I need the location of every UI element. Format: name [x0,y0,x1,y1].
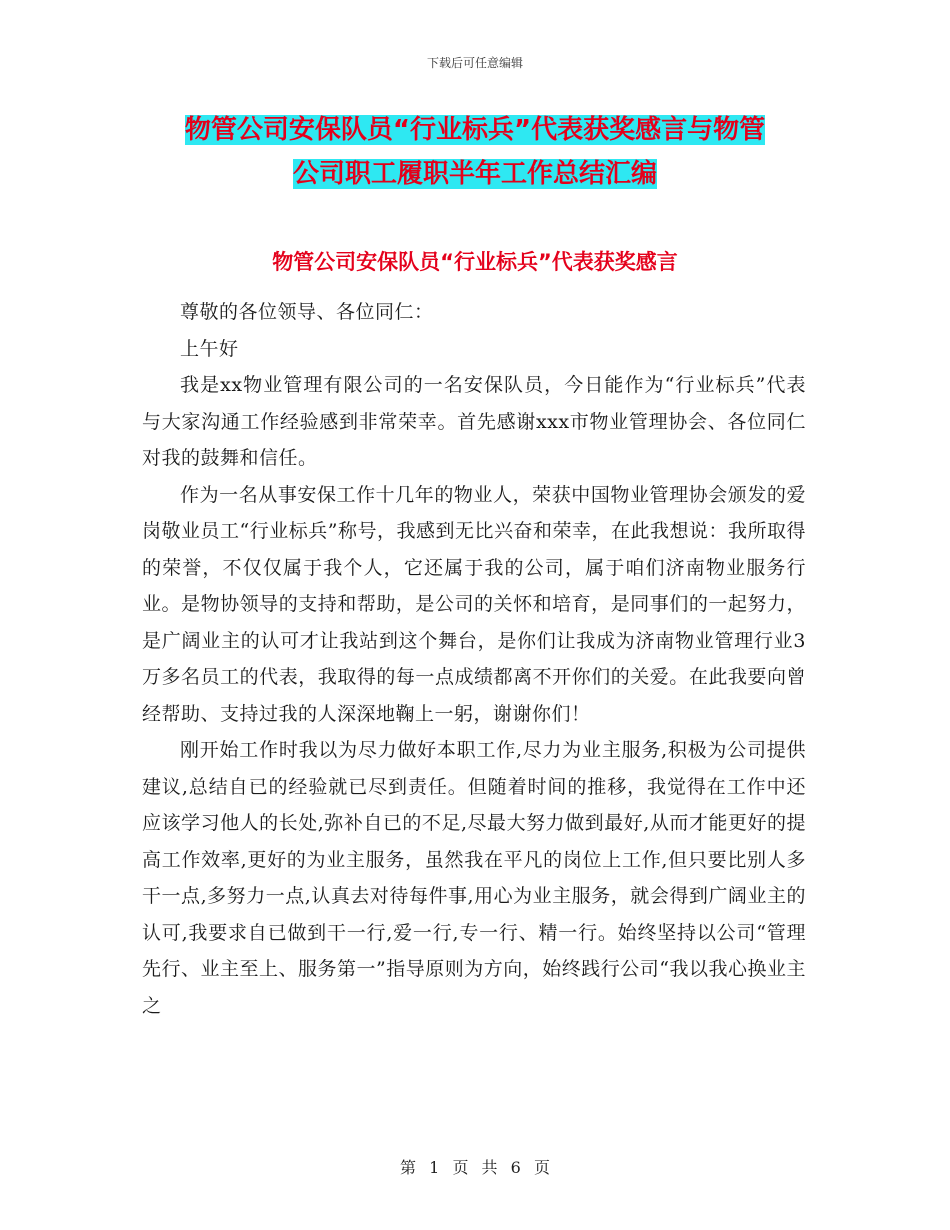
footer-label-ye-2: 页 [533,1158,550,1177]
footer-label-page: 第 [400,1158,417,1177]
page-footer [0,1155,950,1178]
document-title-line-1: 物管公司安保队员“行业标兵”代表获奖感言与物管 [184,115,766,145]
total-pages: 6 [510,1158,521,1177]
paragraph-greeting: 上午好 [180,337,239,360]
paragraph: 刚开始工作时我以为尽力做好本职工作,尽力为业主服务,积极为公司提供建议,总结自已的经验就已尽到责任。但随着时间的推移，我觉得在工作中还应该学习他人的长处,弥补自已的不足,尽最大努力做到最好,从而才能更好的提高工作效率,更好的为业主服务，虽然我在平凡的岗位上工作,但只要比别人多干一点,多努力一点,认真去对待每件事,用心为业主服务，就会得到广阔业主的认可,我要求自已做到干一行,爱一行,专一行、精一行。始终坚持以公司“管理先行、业主至上、服务第一”指导原则为方向，始终践行公司“我以我心换业主之 [142,739,806,1017]
footer-label-ye: 页 [452,1158,469,1177]
section-title: 物管公司安保队员“行业标兵”代表获奖感言 [272,250,678,274]
header-note: 下载后可任意编辑 [426,56,523,70]
page-number: 1 [429,1158,440,1177]
document-body [142,294,806,1024]
paragraph-salutation: 尊敬的各位领导、各位同仁： [180,301,434,323]
footer-label-total: 共 [481,1158,498,1177]
document-title-line-2: 公司职工履职半年工作总结汇编 [292,159,657,189]
paragraph: 我是xx物业管理有限公司的一名安保队员，今日能作为“行业标兵”代表与大家沟通工作经验感到非常荣幸。首先感谢xxx市物业管理协会、各位同仁对我的鼓舞和信任。 [142,374,806,469]
document-title [140,108,810,196]
paragraph: 作为一名从事安保工作十几年的物业人，荣获中国物业管理协会颁发的爱岗敬业员工“行业标兵”称号，我感到无比兴奋和荣幸，在此我想说：我所取得的荣誉，不仅仅属于我个人，它还属于我的公司，属于咱们济南物业服务行业。是物协领导的支持和帮助，是公司的关怀和培育，是同事们的一起努力，是广阔业主的认可才让我站到这个舞台，是你们让我成为济南物业管理行业3万多名员工的代表，我取得的每一点成绩都离不开你们的关爱。在此我要向曾经帮助、支持过我的人深深地鞠上一躬，谢谢你们！ [142,483,806,725]
